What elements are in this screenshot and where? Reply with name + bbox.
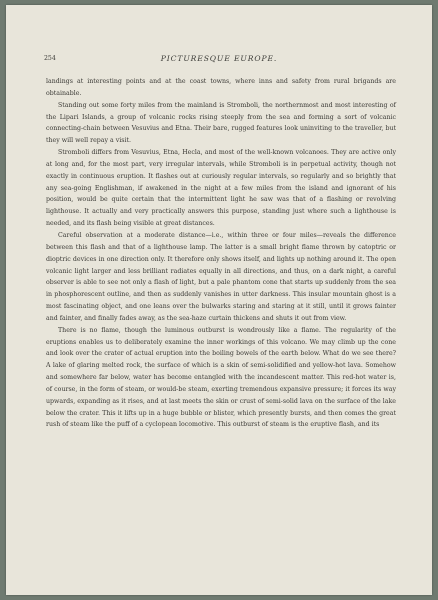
page-number: 254 bbox=[44, 55, 56, 62]
paragraph: Careful observation at a moderate distance—i.e., within three or four miles—reveals the difference between this flash and that of a lighthouse lamp. The latter is a small bright flame thrown by catoptric or dioptric devices in one direction only. It therefore only shows itself, and lights up nothing around it. The open volcanic light larger and less brilliant radiates equally in all directions, and thus, on a dark night, a careful observer is able to see not only a flash of light, but a pale phantom cone that starts up suddenly from the sea in phosphorescent outline, and then as suddenly vanishes in utter darkness. This insular mountain ghost is a most fascinating object, and one leans over the bulwarks staring and staring at it still, until it grows fainter and fainter, and finally fades away, as the sea-haze curtain thickens and shuts it out from view. bbox=[46, 231, 396, 322]
book-page bbox=[6, 5, 432, 595]
paragraph: Stromboli differs from Vesuvius, Etna, Hecla, and most of the well-known volcanoes. They are active only at long and, for the most part, very irregular intervals, while Stromboli is in perpetual activity, though not exactly in continuous eruption. It flashes out at curiously regular intervals, so regularly and so brightly that any sea-going Englishman, if awakened in the night at a few miles from the island and ignorant of his position, would be quite certain that the intermittent light he saw was that of a flashing or revolving lighthouse. It actually and very practically answers this purpose, standing just where such a lighthouse is needed, and its flash being visible at great distances. bbox=[46, 149, 396, 228]
paragraph: There is no flame, though the luminous outburst is wondrously like a flame. The regularity of the eruptions enables us to deliberately examine the inner workings of this volcano. We may climb up the cone and look over the crater of actual eruption into the boiling bowels of the earth below. What do we see there? A lake of glaring melted rock, the surface of which is a skin of semi-solidified and yellow-hot lava. Somehow and somewhere far below, water has become entangled with the incandescent matter. This red-hot water is, of course, in the form of steam, or would-be steam, exerting tremendous expansive pressure; it forces its way upwards, expanding as it rises, and at last meets the skin or crust of semi-solid lava on the surface of the lake below the crater. This it lifts up in a huge bubble or blister, which presently bursts, and then comes the great rush of steam like the puff of a cyclopean locomotive. This outburst of steam is the eruptive flash, and its bbox=[46, 326, 396, 429]
paragraph: Standing out some forty miles from the mainland is Stromboli, the northernmost and most interesting of the Lipari Islands, a group of volcanic rocks rising steeply from the sea and forming a sort of volcanic connecting-chain between Vesuvius and Etna. Their bare, rugged features look uninviting to the traveller, but they will well repay a visit. bbox=[46, 101, 396, 145]
body-text bbox=[46, 76, 396, 431]
page-header bbox=[44, 55, 394, 67]
running-title: PICTURESQUE EUROPE. bbox=[160, 54, 278, 63]
paragraph: landings at interesting points and at the coast towns, where inns and safety from rural brigands are obtainable. bbox=[46, 78, 396, 97]
